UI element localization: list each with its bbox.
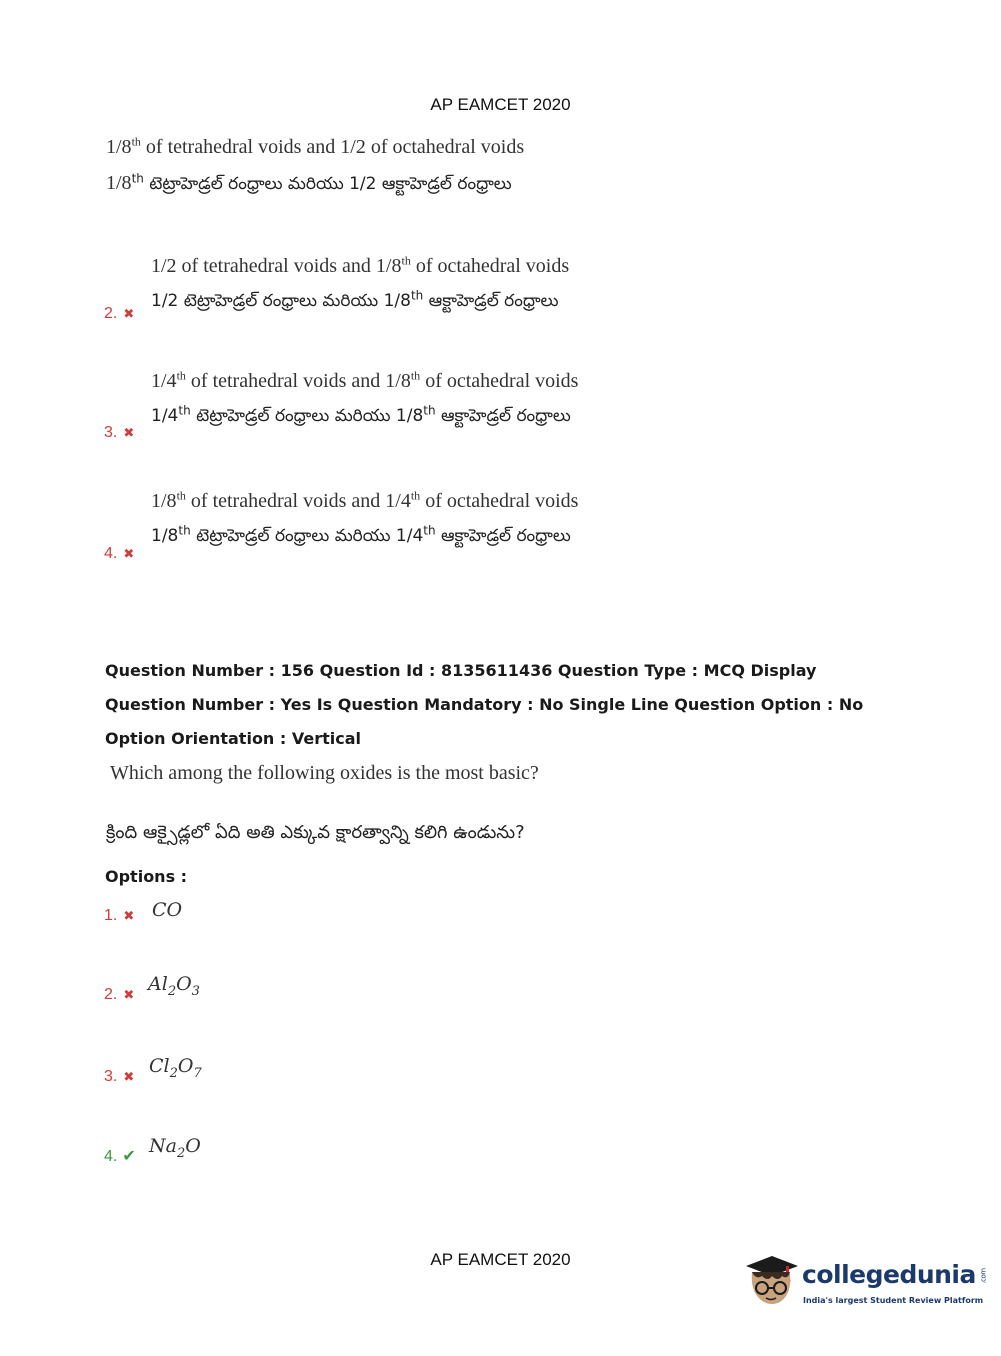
prev-option1-te: 1/8th టెట్రాహెడ్రల్ రంధ్రాలు మరియు 1/2 ఆక్టాహెడ్రల్ రంధ్రాలు (106, 171, 512, 194)
cross-mark-icon: ✖ (123, 546, 135, 561)
collegedunia-logo (742, 1250, 988, 1320)
prev-option1-en: 1/8th of tetrahedral voids and 1/2 of octahedral voids (106, 134, 525, 158)
cross-mark-icon: ✖ (123, 1069, 135, 1084)
page-header: AP EAMCET 2020 (430, 95, 571, 114)
prev-option3-number: 3. ✖ (104, 424, 135, 441)
options-label: Options : (105, 867, 188, 886)
option-3-number: 3. ✖ (104, 1068, 135, 1085)
option-3-formula: $Cl_2O_7$ (149, 1055, 202, 1081)
question-text-telugu: క్రింది ఆక్సైడ్లలో ఏది అతి ఎక్కువ క్షారత్వాన్ని కలిగి ఉండును? (106, 822, 525, 843)
prev-option3-te: 1/4th టెట్రాహెడ్రల్ రంధ్రాలు మరియు 1/8th ఆక్టాహెడ్రల్ రంధ్రాలు (151, 403, 571, 426)
prev-option2-te: 1/2 టెట్రాహెడ్రల్ రంధ్రాలు మరియు 1/8th ఆక్టాహెడ్రల్ రంధ్రాలు (151, 288, 559, 311)
option-1-number: 1. ✖ (104, 907, 135, 924)
prev-option4-number: 4. ✖ (104, 545, 135, 562)
prev-option2-number: 2. ✖ (104, 305, 135, 322)
option-2-formula: $Al_2O_3$ (148, 973, 200, 999)
prev-option2-en: 1/2 of tetrahedral voids and 1/8th of octahedral voids (151, 253, 570, 277)
page-footer: AP EAMCET 2020 (430, 1250, 571, 1269)
question-text-english: Which among the following oxides is the most basic? (110, 762, 539, 784)
check-mark-icon: ✔ (122, 1148, 136, 1165)
logo-name: collegedunia .com (802, 1260, 988, 1289)
logo-tagline: India's largest Student Review Platform (803, 1296, 984, 1305)
prev-option4-en: 1/8th of tetrahedral voids and 1/4th of octahedral voids (151, 488, 579, 512)
question-metadata: Question Number : 156 Question Id : 8135611436 Question Type : MCQ Display Question Number : Yes Is Question Mandatory : No Single Line Question Option : No Option Orientation : Vertical (105, 661, 864, 748)
mascot-icon (742, 1250, 800, 1312)
prev-option3-en: 1/4th of tetrahedral voids and 1/8th of octahedral voids (151, 368, 579, 392)
option-1-formula: CO (152, 899, 183, 921)
cross-mark-icon: ✖ (123, 987, 135, 1002)
cross-mark-icon: ✖ (123, 306, 135, 321)
cross-mark-icon: ✖ (123, 908, 135, 923)
option-4-number: 4. ✔ (104, 1148, 136, 1165)
cross-mark-icon: ✖ (123, 425, 135, 440)
option-4-formula: $Na_2O$ (149, 1135, 201, 1161)
option-2-number: 2. ✖ (104, 986, 135, 1003)
prev-option4-te: 1/8th టెట్రాహెడ్రల్ రంధ్రాలు మరియు 1/4th ఆక్టాహెడ్రల్ రంధ్రాలు (151, 523, 571, 546)
